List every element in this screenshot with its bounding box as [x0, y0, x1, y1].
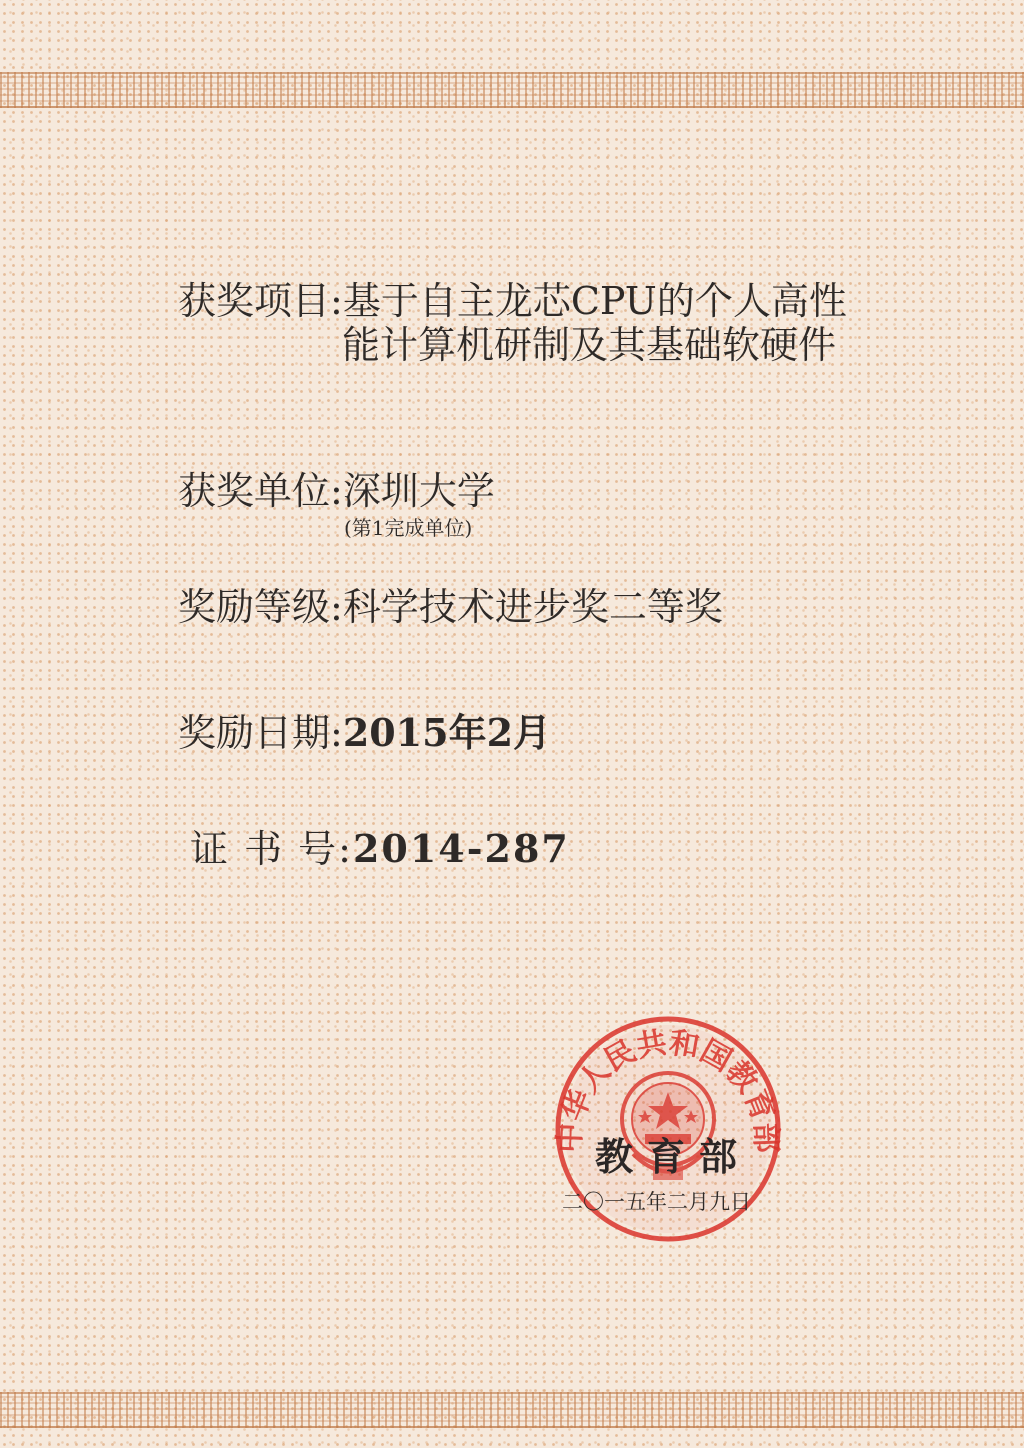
issue-date: 二〇一五年二月九日: [562, 1190, 751, 1214]
award-date-label: 奖励日期:: [178, 711, 343, 755]
certificate-number-value: 2014-287: [352, 826, 570, 871]
award-unit-note: (第1完成单位): [344, 516, 473, 540]
award-date-row: [178, 710, 551, 756]
award-project-value-line1: 基于自主龙芯CPU的个人高性: [342, 279, 847, 323]
award-unit-row: [178, 468, 495, 514]
award-project-value-line2: 能计算机研制及其基础软硬件: [342, 323, 837, 367]
award-level-value: 科学技术进步奖二等奖: [342, 585, 723, 629]
seal-ring-text: 中华人民共和国教育部: [553, 1025, 783, 1154]
certificate-number-label: 证 书 号:: [190, 827, 353, 871]
award-date-value: 2015年2月: [342, 710, 552, 755]
award-project-label: 获奖项目:: [178, 279, 343, 323]
award-project-value-line2-row: [342, 322, 836, 368]
award-project-row: [178, 278, 847, 324]
award-unit-value: 深圳大学: [342, 469, 495, 513]
top-border-band: [0, 72, 1024, 108]
certificate-number-row: [190, 826, 570, 872]
award-level-row: [178, 584, 723, 630]
award-unit-label: 获奖单位:: [178, 469, 343, 513]
award-level-label: 奖励等级:: [178, 585, 343, 629]
bottom-border-band: [0, 1392, 1024, 1428]
seal-center-text: 教育部: [594, 1134, 751, 1179]
